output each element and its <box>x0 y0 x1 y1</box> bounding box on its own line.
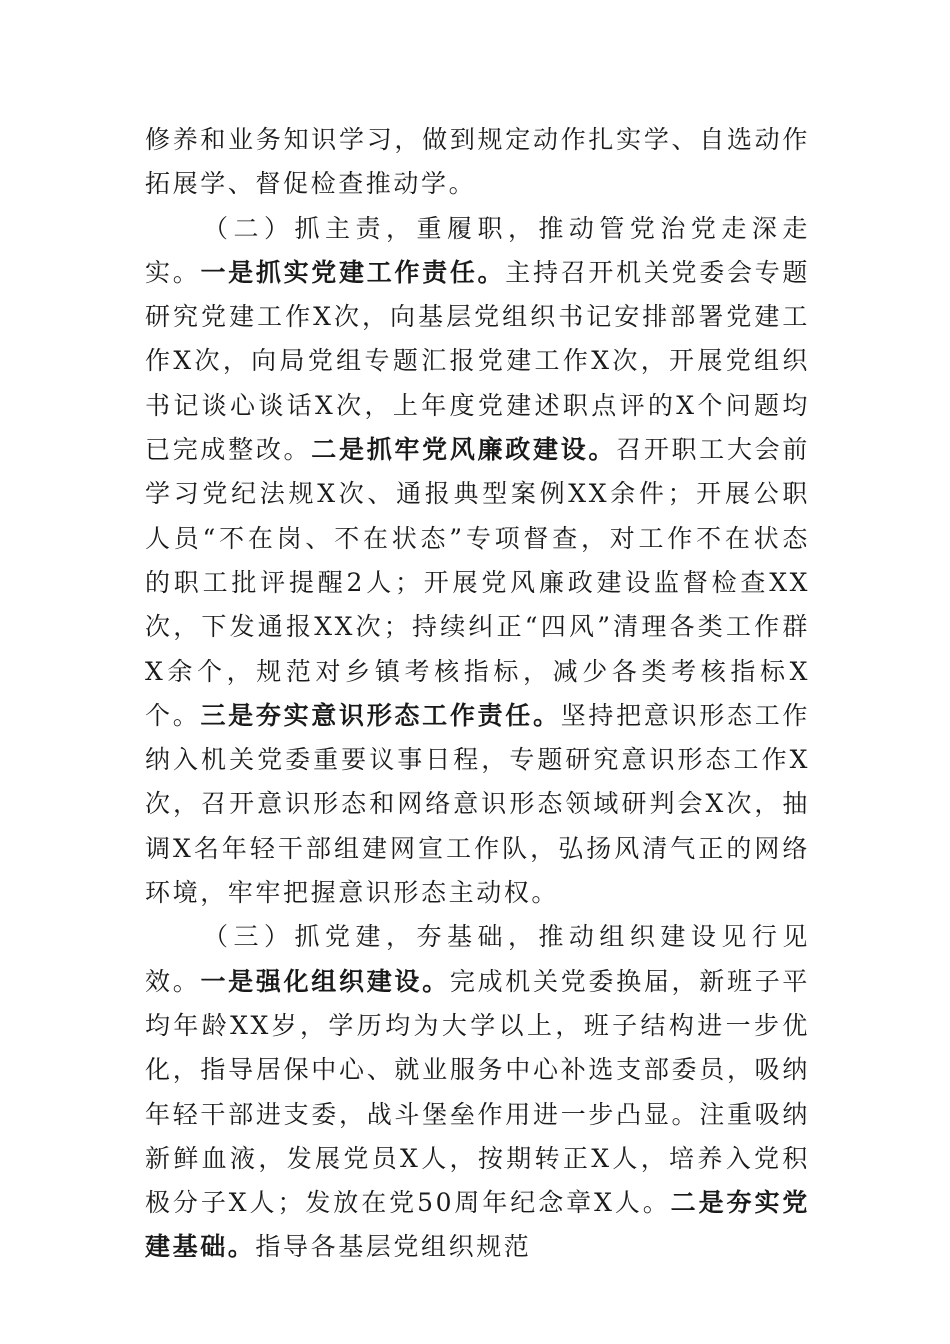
document-body <box>145 118 810 1270</box>
paragraph-section-three <box>145 915 810 1269</box>
section-heading: （二）抓主责，重履职，推动管党治党走深走实。 <box>145 213 810 287</box>
bold-lead: 二是夯实党建基础。 <box>145 1188 810 1262</box>
paragraph-continuation <box>145 118 810 207</box>
body-text: 召开职工大会前学习党纪法规X次、通报典型案例XX余件；开展公职人员“不在岗、不在状态”专项督查，对工作不在状态的职工批评提醒2人；开展党风廉政建设监督检查XX次，下发通报XX次；持续纠正“四风”清理各类工作群X余个，规范对乡镇考核指标，减少各类考核指标X个。 <box>145 435 810 730</box>
bold-lead: 一是抓实党建工作责任。 <box>200 257 506 287</box>
body-text: 坚持把意识形态工作纳入机关党委重要议事日程，专题研究意识形态工作X次，召开意识形态和网络意识形态领域研判会X次，抽调X名年轻干部组建网宣工作队，弘扬风清气正的网络环境，牢牢把握意识形态主动权。 <box>145 700 811 908</box>
bold-lead: 一是强化组织建设。 <box>200 966 450 996</box>
section-heading: （三）抓党建，夯基础，推动组织建设见行见效。 <box>145 922 810 996</box>
body-text: 完成机关党委换届，新班子平均年龄XX岁，学历均为大学以上，班子结构进一步优化，指导居保中心、就业服务中心补选支部委员，吸纳年轻干部进支委，战斗堡垒作用进一步凸显。注重吸纳新鲜血液，发展党员X人，按期转正X人，培养入党积极分子X人；发放在党50周年纪念章X人。 <box>145 966 811 1218</box>
bold-lead: 三是夯实意识形态工作责任。 <box>200 700 561 730</box>
body-text: 指导各基层党组织规范 <box>255 1232 532 1262</box>
paragraph-section-two <box>145 207 810 916</box>
body-text: 主持召开机关党委会专题研究党建工作X次，向基层党组织书记安排部署党建工作X次，向局党组专题汇报党建工作X次，开展党组织书记谈心谈话X次，上年度党建述职点评的X个问题均已完成整改。 <box>145 257 811 465</box>
bold-lead: 二是抓牢党风廉政建设。 <box>311 435 617 465</box>
body-text: 修养和业务知识学习，做到规定动作扎实学、自选动作拓展学、督促检查推动学。 <box>145 125 810 199</box>
